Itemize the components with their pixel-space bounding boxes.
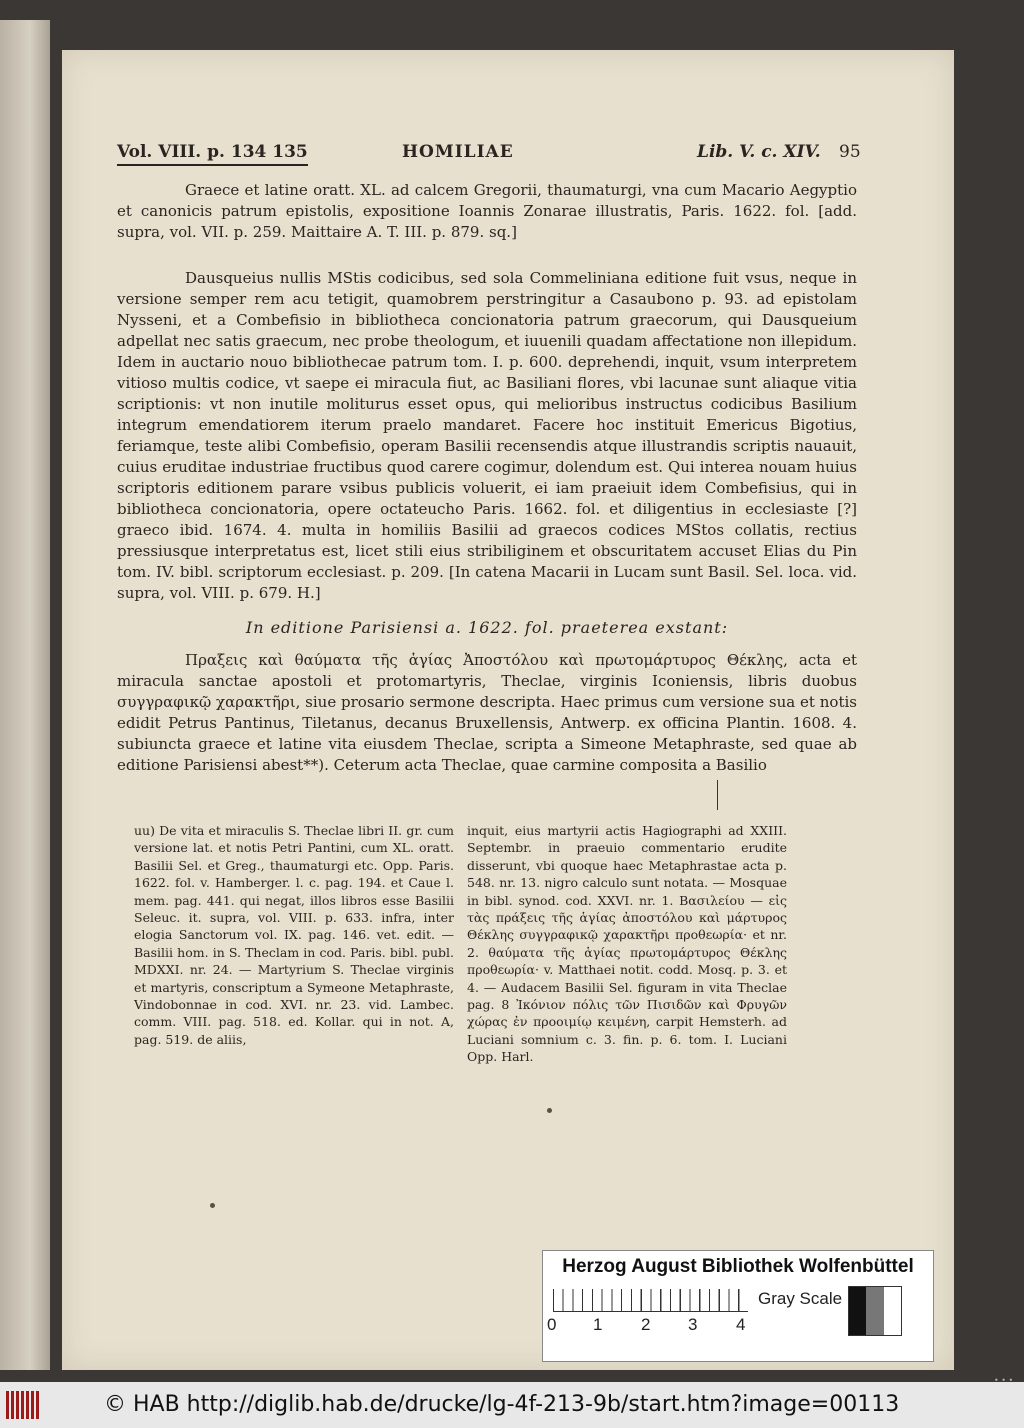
gray-swatch-mid [866, 1287, 883, 1335]
gray-swatch-black [849, 1287, 866, 1335]
ruler-number: 0 [547, 1315, 557, 1334]
paragraph-3: Πραξεις καὶ θαύματα τῆς ἁγίας Ἀποστόλου καὶ πρωτομάρτυρος Θέκλης, acta et miracula sanctae apostoli et protomartyris, Theclae, virginis Iconiensis, libris duobus συγγραφικῷ χαρακτῆρι, siue prosario sermone descripta. Haec primus cum versione sua et notis edidit Petrus Pantinus, Tiletanus, decanus Bruxellensis, Antwerp. ex officina Plantin. 1608. 4. subiuncta graece et latine vita eiusdem Theclae, scripta a Simeone Metaphraste, sed quae ab editione Parisiensi abest**). Ceterum acta Theclae, quae carmine composita a Basilio [117, 651, 857, 774]
paper-speck [547, 1108, 552, 1113]
section-title: HOMILIAE [402, 142, 514, 162]
ruler-number: 2 [641, 1315, 651, 1334]
gray-swatch-white [884, 1287, 901, 1335]
section-heading: In editione Parisiensi a. 1622. fol. praeterea exstant: [245, 618, 729, 637]
color-calibration-strip [542, 1250, 934, 1362]
more-options-icon[interactable]: • • • [994, 1376, 1014, 1385]
measurement-ruler [553, 1289, 748, 1311]
ruler-number: 3 [688, 1315, 698, 1334]
book-chapter-reference: Lib. V. c. XIV. [697, 142, 821, 162]
library-name: Herzog August Bibliothek Wolfenbüttel [543, 1253, 933, 1281]
paragraph-2: Dausqueius nullis MStis codicibus, sed sola Commeliniana editione fuit vsus, neque in versione semper rem acu tetigit, quamobrem perstringitur a Casaubono p. 93. ad epistolam Nysseni, et a Combefisio in bibliotheca concionatoria patrum graecorum, qui Dausqueium adpellat nec satis graecum, nec probe theologum, et iuuenili quadam affectatione non illepidum. Idem in auctario nouo bibliothecae patrum tom. I. p. 600. deprehendi, inquit, vsum interpretem vitioso multis codice, vt saepe ei miracula fiut, ac Basiliani flores, vbi lacunae sunt aliaque vitia scriptionis: vt non inutile moliturus esset opus, qui melioribus instructus codicibus Basilium integrum emendatiorem iterum praelo mandaret. Facere hoc instituit Emericus Bigotius, feriamque, teste alibi Combefisio, operam Basilii recensendis atque illustrandis scriptis nauauit, cuius eruditae industriae fructibus quod carere cogimur, dolendum est. Qui interea nouam huius scriptoris editionem parare vsibus publicis voluerit, ei iam praeiuit idem Combefisius, qui in bibliotheca concionatoria, opere octateucho Paris. 1662. fol. et diligentius in ecclesiaste [?] graeco ibid. 1674. 4. multa in homiliis Basilii ad graecos codices MStos collatis, rectius pressiusque interpretatus est, licet stili eius stribiliginem et obscuritatem accuset Elias du Pin tom. IV. bibl. scriptorum ecclesiast. p. 209. [In catena Macarii in Lucam sunt Basil. Sel. loca. vid. supra, vol. VIII. p. 679. H.] [117, 269, 857, 602]
gray-scale-swatches [848, 1286, 902, 1336]
footnote-left-column: uu) De vita et miraculis S. Theclae libri II. gr. cum versione lat. et notis Petri Pantini, cum XL. oratt. Basilii Sel. et Greg., thaumaturgi etc. Opp. Paris. 1622. fol. v. Hamberger. l. c. pag. 194. et Caue l. mem. pag. 441. qui negat, illos libros esse Basilii Seleuc. it. supra, vol. VIII. p. 633. infra, inter elogia Sanctorum vol. IX. pag. 146. vet. edit. — Basilii hom. in S. Theclam in cod. Paris. bibl. publ. MDXXI. nr. 24. — Martyrium S. Theclae virginis et martyris, conscriptum a Symeone Metaphraste, Vindobonnae in cod. XVI. nr. 23. vid. Lambec. comm. VIII. pag. 518. ed. Kollar. qui in not. A, pag. 519. de aliis, [134, 823, 454, 1047]
viewer-footer [0, 1382, 1024, 1428]
previous-page-edge [0, 20, 50, 1370]
paper-speck [210, 1203, 215, 1208]
footnote-right-column: inquit, eius martyrii actis Hagiographi ad XXIII. Septembr. in praeuio commentario erudite disserunt, vbi quoque haec Metaphrastae acta p. 548. nr. 13. nigro calculo sunt notata. — Mosquae in bibl. synod. cod. XXVI. nr. 1. Βασιλείου — εἰς τὰς πράξεις τῆς ἁγίας ἀποστόλου καὶ μάρτυρος Θέκλης συγγραφικῷ χαρακτῆρι προθεωρία· et nr. 2. θαύματα τῆς ἁγίας πρωτομάρτυρος Θέκλης προθεωρία· v. Matthaei notit. codd. Mosq. p. 3. et 4. — Audacem Basilii Sel. figuram in vita Theclae pag. 8 Ἰκόνιον πόλις τῶν Πισιδῶν καὶ Φρυγῶν χώρας ἐν προοιμίῳ κειμένη, carpit Hemsterh. ad Luciani somnium c. 3. fin. p. 6. tom. I. Luciani Opp. Harl. [467, 823, 787, 1065]
paragraph-1: Graece et latine oratt. XL. ad calcem Gregorii, thaumaturgi, vna cum Macario Aegyptio et canonicis patrum epistolis, expositione Ioannis Zonarae illustratis, Paris. 1622. fol. [add. supra, vol. VII. p. 259. Maittaire A. T. III. p. 879. sq.] [117, 181, 857, 241]
ink-mark [717, 780, 718, 810]
ruler-ticks [553, 1289, 748, 1312]
running-head [117, 142, 862, 168]
page-number: 95 [839, 142, 861, 162]
gray-scale-label: Gray Scale [758, 1289, 843, 1308]
ruler-number: 1 [593, 1315, 603, 1334]
hab-logo-icon [6, 1391, 40, 1419]
volume-reference: Vol. VIII. p. 134 135 [117, 142, 308, 166]
book-page [62, 50, 954, 1370]
source-url-link[interactable]: © HAB http://diglib.hab.de/drucke/lg-4f-213-9b/start.htm?image=00113 [104, 1392, 900, 1417]
ruler-number: 4 [736, 1315, 746, 1334]
